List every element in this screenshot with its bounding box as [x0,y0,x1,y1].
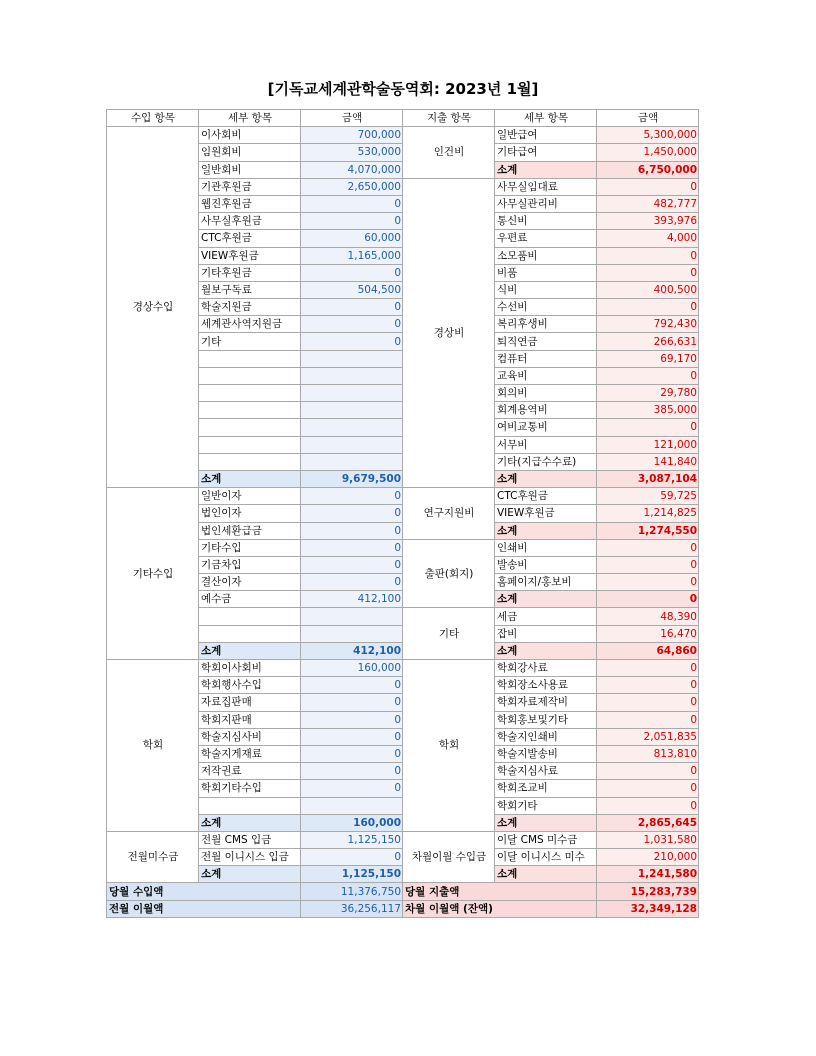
expense-category: 연구지원비 [403,488,495,540]
expense-subtotal-label: 소계 [495,814,597,831]
income-amount: 0 [301,694,403,711]
income-item-empty [199,608,301,625]
totals-row-month [107,883,699,900]
expense-item: 비품 [495,264,597,281]
expense-item: 사무실관리비 [495,195,597,212]
expense-item: 일반급여 [495,127,597,144]
expense-amount: 266,631 [597,333,699,350]
expense-category: 출판(회지) [403,539,495,608]
page-title: [기독교세계관학술동역회: 2023년 1월] [267,80,539,98]
income-amount: 0 [301,299,403,316]
income-item-empty [199,797,301,814]
month-expense-label: 당월 지출액 [403,883,597,900]
expense-category: 인건비 [403,127,495,179]
expense-item: 회계용역비 [495,402,597,419]
income-item: 일반회비 [199,161,301,178]
expense-item: 잡비 [495,625,597,642]
income-amount: 0 [301,213,403,230]
income-amount: 60,000 [301,230,403,247]
income-item: 전월 CMS 입금 [199,831,301,848]
expense-item: 이달 이니시스 미수 [495,849,597,866]
income-amount-empty [301,402,403,419]
income-subtotal: 160,000 [301,814,403,831]
expense-item: 수선비 [495,299,597,316]
expense-category: 차월이월 수입금 [403,831,495,883]
income-amount: 0 [301,488,403,505]
income-item: 자료집판매 [199,694,301,711]
expense-subtotal-label: 소계 [495,522,597,539]
expense-amount: 0 [597,660,699,677]
income-amount: 0 [301,505,403,522]
income-amount-empty [301,385,403,402]
expense-item: 컴퓨터 [495,350,597,367]
month-income: 11,376,750 [301,883,403,900]
income-amount: 530,000 [301,144,403,161]
expense-item: 발송비 [495,556,597,573]
income-amount-empty [301,625,403,642]
income-amount-empty [301,350,403,367]
income-amount: 0 [301,264,403,281]
income-amount: 160,000 [301,660,403,677]
income-amount: 0 [301,763,403,780]
income-item: 학회이사회비 [199,660,301,677]
expense-amount: 0 [597,780,699,797]
ledger-table [106,109,699,918]
expense-amount: 0 [597,299,699,316]
income-item: 학회지판매 [199,711,301,728]
income-item: 이사회비 [199,127,301,144]
expense-item: 여비교통비 [495,419,597,436]
expense-amount: 210,000 [597,849,699,866]
expense-subtotal: 64,860 [597,642,699,659]
expense-amount: 1,450,000 [597,144,699,161]
income-amount: 4,070,000 [301,161,403,178]
expense-amount: 0 [597,367,699,384]
income-item: 기타수입 [199,539,301,556]
income-item-empty [199,402,301,419]
income-amount: 0 [301,745,403,762]
expense-item: 우편료 [495,230,597,247]
income-item: 전월 이니시스 입금 [199,849,301,866]
column-header: 지출 항목 [403,110,495,127]
expense-item: 학술지발송비 [495,745,597,762]
income-item-empty [199,350,301,367]
expense-amount: 0 [597,419,699,436]
expense-item: 회의비 [495,385,597,402]
prev-carry: 36,256,117 [301,900,403,917]
income-amount-empty [301,453,403,470]
income-item: 월보구독료 [199,281,301,298]
expense-category: 기타 [403,608,495,660]
expense-category: 경상비 [403,178,495,487]
income-amount-empty [301,436,403,453]
expense-item: CTC후원금 [495,488,597,505]
column-header: 금액 [301,110,403,127]
table-row [107,127,699,144]
income-amount-empty [301,797,403,814]
income-amount: 1,125,150 [301,831,403,848]
expense-amount: 2,051,835 [597,728,699,745]
income-item: 세계관사역지원금 [199,316,301,333]
income-amount: 412,100 [301,591,403,608]
income-amount: 1,165,000 [301,247,403,264]
month-expense: 15,283,739 [597,883,699,900]
expense-amount: 48,390 [597,608,699,625]
income-amount: 0 [301,316,403,333]
expense-amount: 393,976 [597,213,699,230]
table-row [107,488,699,505]
prev-carry-label: 전월 이월액 [107,900,301,917]
expense-amount: 16,470 [597,625,699,642]
income-item: 일반이자 [199,488,301,505]
expense-amount: 1,031,580 [597,831,699,848]
income-amount: 0 [301,333,403,350]
expense-subtotal: 0 [597,591,699,608]
expense-item: 이달 CMS 미수금 [495,831,597,848]
income-amount: 0 [301,539,403,556]
income-item: 사무실후원금 [199,213,301,230]
income-amount: 0 [301,711,403,728]
income-item: CTC후원금 [199,230,301,247]
income-amount: 0 [301,556,403,573]
expense-amount: 400,500 [597,281,699,298]
expense-category: 학회 [403,660,495,832]
expense-amount: 59,725 [597,488,699,505]
expense-amount: 482,777 [597,195,699,212]
expense-item: 학회조교비 [495,780,597,797]
column-header: 세부 항목 [495,110,597,127]
income-subtotal: 1,125,150 [301,866,403,883]
expense-subtotal-label: 소계 [495,591,597,608]
income-amount: 0 [301,677,403,694]
expense-item: 소모품비 [495,247,597,264]
income-item: 기타후원금 [199,264,301,281]
month-income-label: 당월 수입액 [107,883,301,900]
expense-item: 학술지심사료 [495,763,597,780]
income-item: 법인세환급금 [199,522,301,539]
expense-item: 학술지인쇄비 [495,728,597,745]
income-item: 학술지게재료 [199,745,301,762]
expense-amount: 0 [597,797,699,814]
income-category: 경상수입 [107,127,199,488]
income-category: 기타수입 [107,488,199,660]
income-amount-empty [301,419,403,436]
income-item: 결산이자 [199,574,301,591]
expense-amount: 385,000 [597,402,699,419]
income-category: 전월미수금 [107,831,199,883]
expense-amount: 121,000 [597,436,699,453]
expense-amount: 0 [597,694,699,711]
expense-amount: 0 [597,556,699,573]
expense-item: 통신비 [495,213,597,230]
income-amount: 0 [301,728,403,745]
next-carry: 32,349,128 [597,900,699,917]
column-header: 세부 항목 [199,110,301,127]
expense-subtotal: 3,087,104 [597,470,699,487]
expense-amount: 141,840 [597,453,699,470]
income-subtotal: 412,100 [301,642,403,659]
expense-item: 식비 [495,281,597,298]
expense-amount: 0 [597,711,699,728]
column-header: 금액 [597,110,699,127]
expense-amount: 29,780 [597,385,699,402]
expense-amount: 5,300,000 [597,127,699,144]
expense-amount: 0 [597,677,699,694]
income-amount: 2,650,000 [301,178,403,195]
income-item-empty [199,625,301,642]
expense-subtotal-label: 소계 [495,866,597,883]
expense-subtotal: 1,241,580 [597,866,699,883]
income-item: 법인이자 [199,505,301,522]
table-row [107,831,699,848]
expense-amount: 0 [597,763,699,780]
expense-amount: 69,170 [597,350,699,367]
income-item: 학술지원금 [199,299,301,316]
expense-item: 학회홍보및기타 [495,711,597,728]
expense-item: 교육비 [495,367,597,384]
income-item: 웹진후원금 [199,195,301,212]
expense-subtotal: 1,274,550 [597,522,699,539]
income-item: 학술지심사비 [199,728,301,745]
income-item: VIEW후원금 [199,247,301,264]
expense-item: VIEW후원금 [495,505,597,522]
expense-item: 복리후생비 [495,316,597,333]
income-item-empty [199,453,301,470]
income-item: 기금차입 [199,556,301,573]
income-amount: 0 [301,522,403,539]
income-amount-empty [301,367,403,384]
expense-subtotal-label: 소계 [495,161,597,178]
next-carry-label: 차월 이월액 (잔액) [403,900,597,917]
column-header: 수입 항목 [107,110,199,127]
totals-row-carry [107,900,699,917]
expense-amount: 0 [597,264,699,281]
expense-subtotal: 6,750,000 [597,161,699,178]
expense-amount: 0 [597,574,699,591]
expense-item: 세금 [495,608,597,625]
expense-amount: 1,214,825 [597,505,699,522]
income-item: 임원회비 [199,144,301,161]
expense-item: 퇴직연금 [495,333,597,350]
income-item-empty [199,367,301,384]
expense-item: 서무비 [495,436,597,453]
income-item: 기관후원금 [199,178,301,195]
income-item: 학회행사수입 [199,677,301,694]
expense-item: 기타(지급수수료) [495,453,597,470]
income-item-empty [199,385,301,402]
expense-amount: 813,810 [597,745,699,762]
income-subtotal-label: 소계 [199,814,301,831]
expense-amount: 0 [597,247,699,264]
expense-amount: 4,000 [597,230,699,247]
expense-amount: 0 [597,178,699,195]
expense-subtotal-label: 소계 [495,642,597,659]
income-amount: 0 [301,195,403,212]
income-subtotal-label: 소계 [199,470,301,487]
income-amount: 0 [301,780,403,797]
income-subtotal-label: 소계 [199,642,301,659]
expense-item: 기타급여 [495,144,597,161]
income-item: 기타 [199,333,301,350]
expense-subtotal-label: 소계 [495,470,597,487]
income-item: 학회기타수입 [199,780,301,797]
table-row [107,660,699,677]
expense-item: 학회장소사용료 [495,677,597,694]
expense-item: 사무실임대료 [495,178,597,195]
income-category: 학회 [107,660,199,832]
income-amount: 700,000 [301,127,403,144]
income-item: 예수금 [199,591,301,608]
income-item-empty [199,436,301,453]
income-item-empty [199,419,301,436]
income-amount: 504,500 [301,281,403,298]
expense-item: 학회기타 [495,797,597,814]
expense-subtotal: 2,865,645 [597,814,699,831]
income-item: 저작권료 [199,763,301,780]
expense-item: 홈페이지/홍보비 [495,574,597,591]
income-subtotal-label: 소계 [199,866,301,883]
income-amount-empty [301,608,403,625]
expense-amount: 0 [597,539,699,556]
expense-amount: 792,430 [597,316,699,333]
expense-item: 학회자료제작비 [495,694,597,711]
expense-item: 인쇄비 [495,539,597,556]
expense-item: 학회강사료 [495,660,597,677]
income-subtotal: 9,679,500 [301,470,403,487]
income-amount: 0 [301,849,403,866]
income-amount: 0 [301,574,403,591]
header-row [107,110,699,127]
